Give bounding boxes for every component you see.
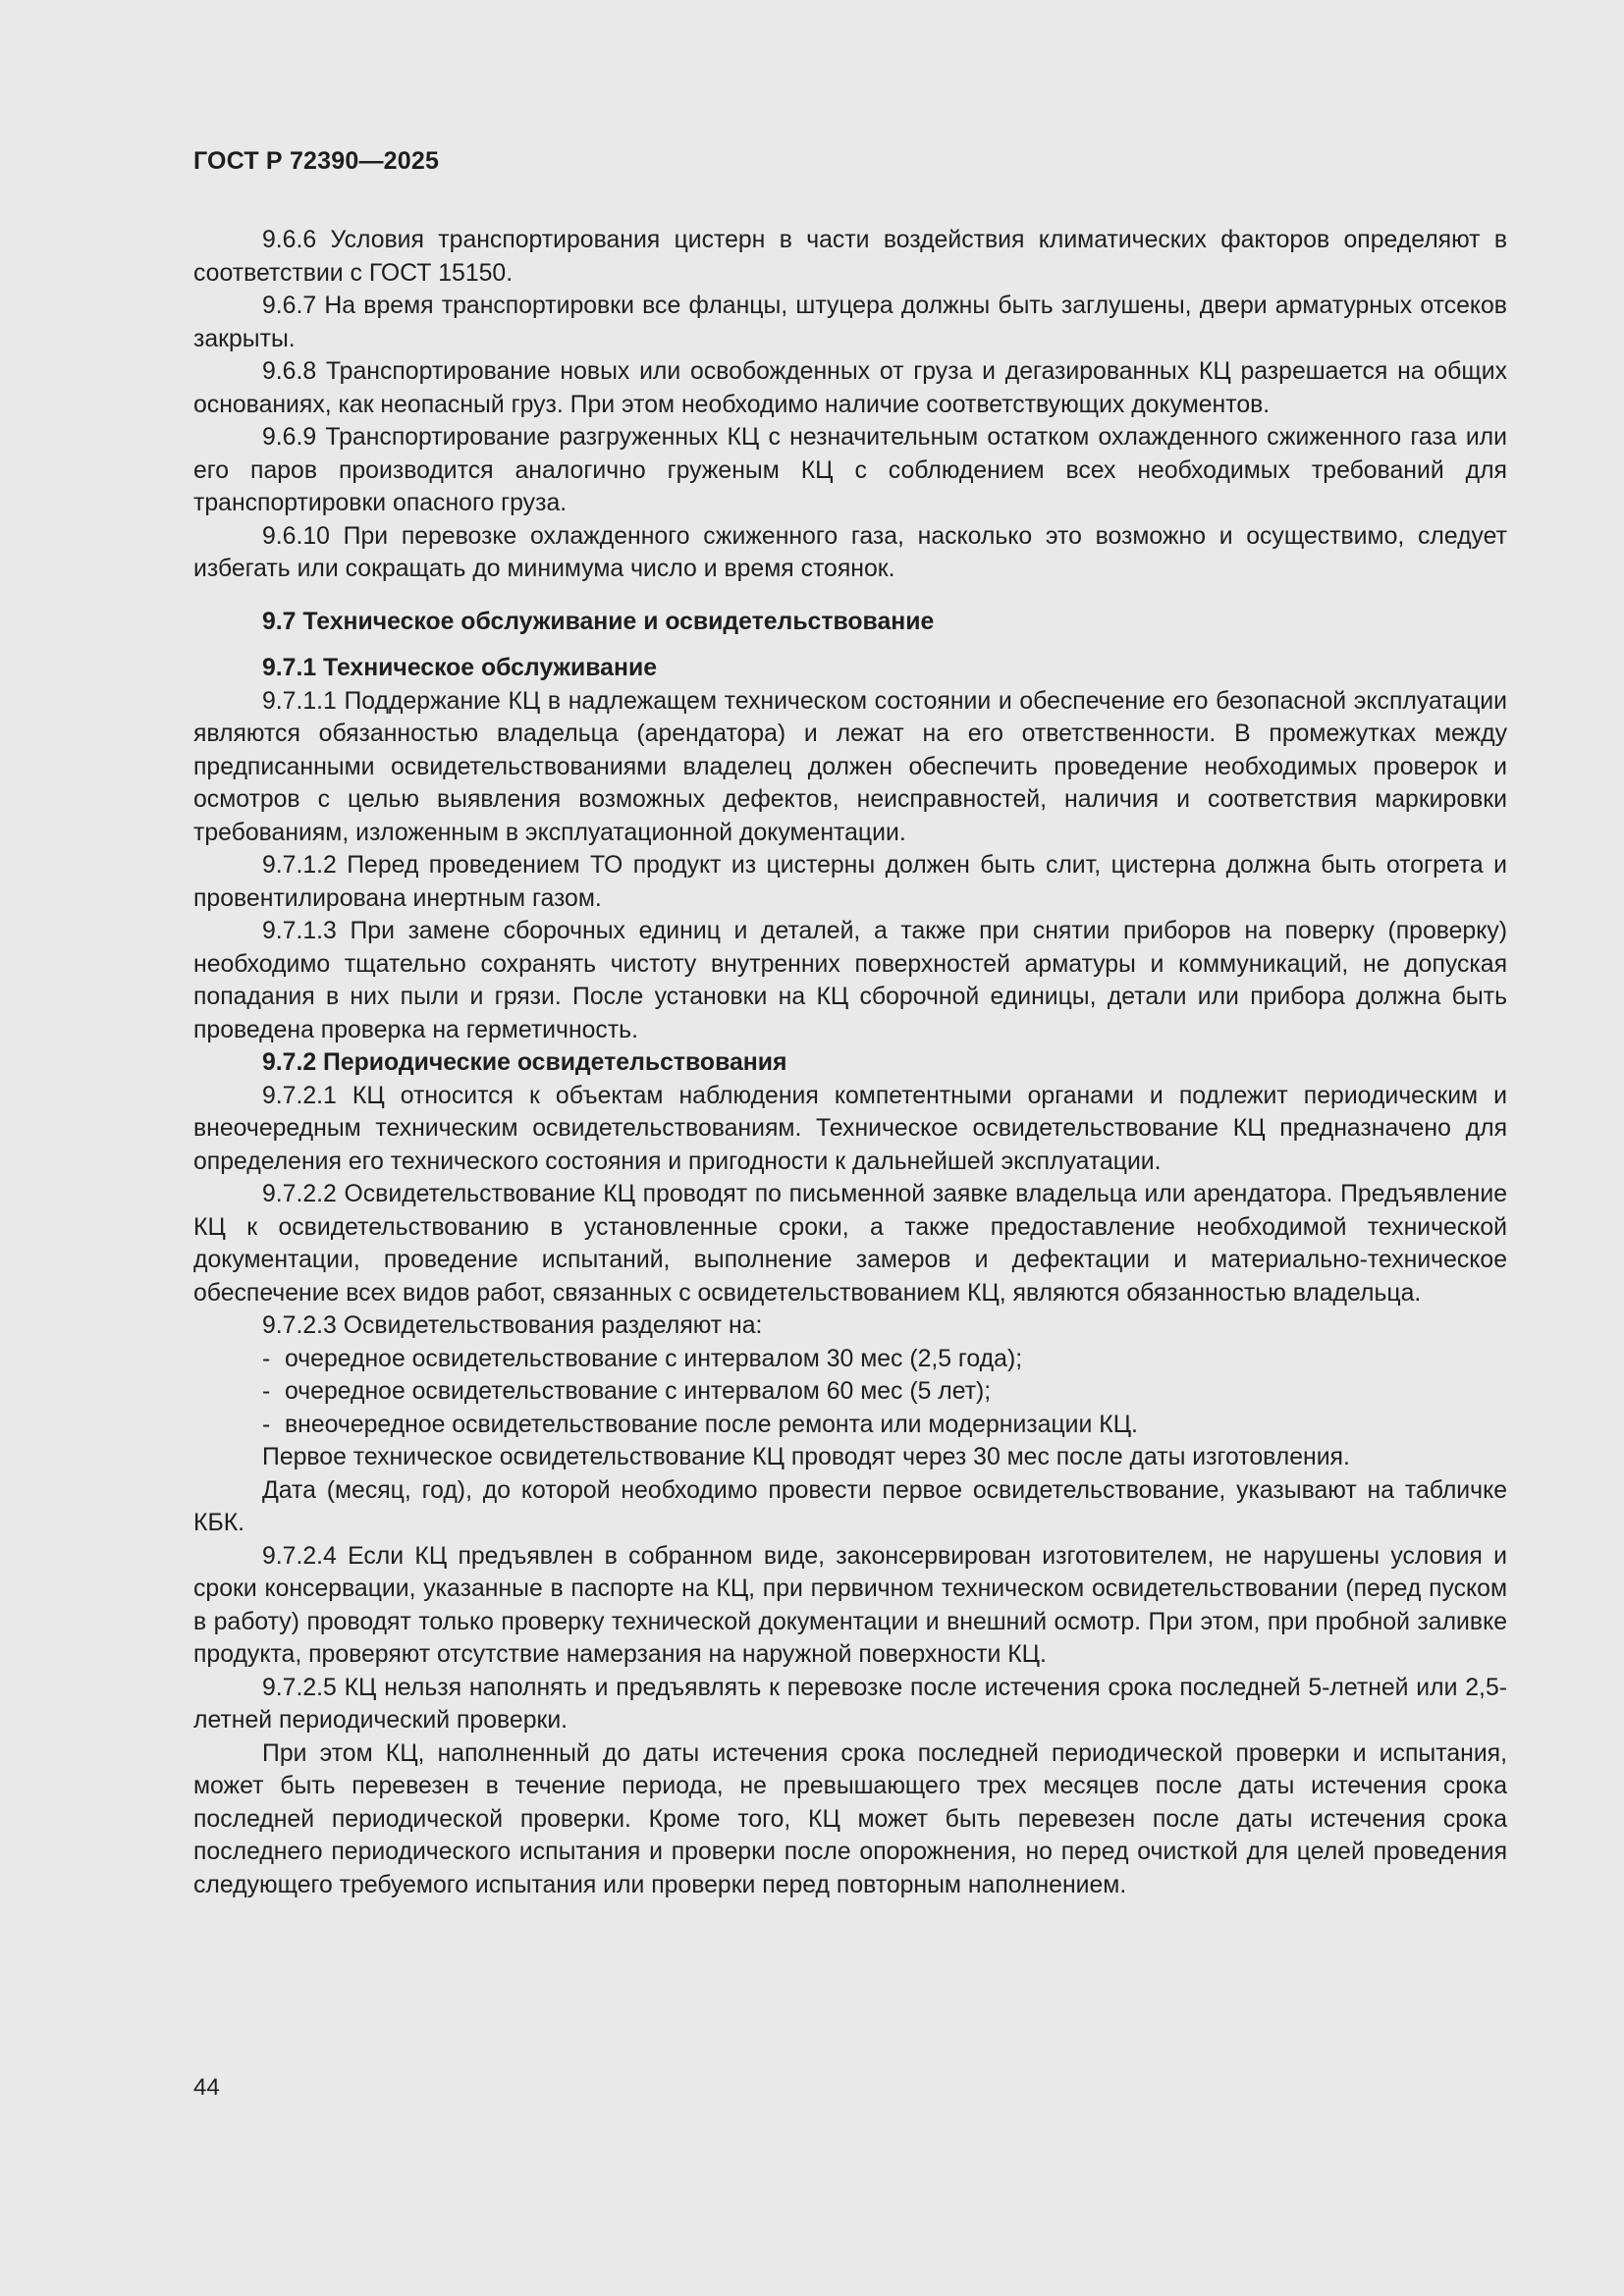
subsection-heading-9-7-1: 9.7.1 Техническое обслуживание [262,655,657,681]
paragraph-9-7-1-1: 9.7.1.1 Поддержание КЦ в надлежащем техническом состоянии и обеспечение его безопасной эксплуатации являются обязанностью владельца (арендатора) и лежат на его ответственности. В промежутках между предписанными освидетельствованиями владелец должен обеспечить проведение необходимых проверок и осмотров с целью выявления возможных дефектов, неисправностей, наличия и соответствия маркировки требованиям, изложенным в эксплуатационной документации. [193,687,1507,846]
list-dash: - [262,1378,271,1405]
paragraph-9-7-2-3: 9.7.2.3 Освидетельствования разделяют на: [262,1312,763,1339]
subsection-heading-9-7-2: 9.7.2 Периодические освидетельствования [262,1049,787,1076]
list-item [193,1375,1507,1409]
list-item-text: очередное освидетельствование с интервалом 60 мес (5 лет); [285,1378,992,1405]
paragraph-9-6-6: 9.6.6 Условия транспортирования цистерн в части воздействия климатических факторов определяют в соответствии с ГОСТ 15150. [193,227,1507,287]
document-body [193,224,1507,1901]
list-item [193,1343,1507,1376]
paragraph-transport-after-expiry: При этом КЦ, наполненный до даты истечения срока последней периодической проверки и испытания, может быть перевезен в течение периода, не превышающего трех месяцев после даты истечения срока последней периодической проверки. Кроме того, КЦ может быть перевезен после даты истечения срока последнего периодического испытания и проверки после опорожнения, но перед очисткой для целей проведения следующего требуемого испытания или проверки перед повторным наполнением. [193,1739,1507,1898]
list-item-text: внеочередное освидетельствование после ремонта или модернизации КЦ. [285,1411,1138,1438]
paragraph-9-6-7: 9.6.7 На время транспортировки все фланцы, штуцера должны быть заглушены, двери арматурных отсеков закрыты. [193,293,1507,352]
paragraph-9-7-2-5: 9.7.2.5 КЦ нельзя наполнять и предъявлять к перевозке после истечения срока последней 5-летней или 2,5-летней периодический проверки. [193,1674,1507,1734]
list-item-text: очередное освидетельствование с интервалом 30 мес (2,5 года); [285,1345,1023,1372]
document-header-code: ГОСТ Р 72390—2025 [193,147,440,175]
paragraph-9-6-9: 9.6.9 Транспортирование разгруженных КЦ с незначительным остатком охлажденного сжиженного газа или его паров производится аналогично груженым КЦ с соблюдением всех необходимых требований для транспортировки опасного груза. [193,424,1507,516]
list-dash: - [262,1411,271,1438]
paragraph-9-7-1-3: 9.7.1.3 При замене сборочных единиц и деталей, а также при снятии приборов на поверку (проверку) необходимо тщательно сохранять чистоту внутренних поверхностей арматуры и коммуникаций, не допуская попадания в них пыли и грязи. После установки на КЦ сборочной единицы, детали или прибора должна быть проведена проверка на герметичность. [193,918,1507,1043]
section-heading-9-7: 9.7 Техническое обслуживание и освидетельствование [262,608,935,635]
paragraph-9-7-1-2: 9.7.1.2 Перед проведением ТО продукт из цистерны должен быть слит, цистерна должна быть отогрета и провентилирована инертным газом. [193,852,1507,912]
paragraph-9-6-10: 9.6.10 При перевозке охлажденного сжиженного газа, насколько это возможно и осуществимо, следует избегать или сокращать до минимума число и время стоянок. [193,522,1507,582]
paragraph-9-7-2-1: 9.7.2.1 КЦ относится к объектам наблюдения компетентными органами и подлежит периодическим и внеочередным техническим освидетельствованиям. Техническое освидетельствование КЦ предназначено для определения его технического состояния и пригодности к дальнейшей эксплуатации. [193,1082,1507,1175]
paragraph-9-7-2-2: 9.7.2.2 Освидетельствование КЦ проводят по письменной заявке владельца или арендатора. Предъявление КЦ к освидетельствованию в установленные сроки, а также предоставление необходимой технической документации, проведение испытаний, выполнение замеров и дефектации и материально-техническое обеспечение всех видов работ, связанных с освидетельствованием КЦ, являются обязанностью владельца. [193,1181,1507,1307]
page-number: 44 [193,2074,220,2101]
list-item [193,1409,1507,1442]
paragraph-inspection-date: Дата (месяц, год), до которой необходимо провести первое освидетельствование, указывают на табличке КБК. [193,1476,1507,1536]
paragraph-9-7-2-4: 9.7.2.4 Если КЦ предъявлен в собранном виде, законсервирован изготовителем, не нарушены условия и сроки консервации, указанные в паспорте на КЦ, при первичном техническом освидетельствовании (перед пуском в работу) проводят только проверку технической документации и внешний осмотр. При этом, при пробной заливке продукта, проверяют отсутствие намерзания на наружной поверхности КЦ. [193,1542,1507,1668]
paragraph-first-inspection: Первое техническое освидетельствование КЦ проводят через 30 мес после даты изготовления. [262,1444,1350,1470]
paragraph-9-6-8: 9.6.8 Транспортирование новых или освобожденных от груза и дегазированных КЦ разрешается на общих основаниях, как неопасный груз. При этом необходимо наличие соответствующих документов. [193,358,1507,418]
list-dash: - [262,1345,271,1372]
